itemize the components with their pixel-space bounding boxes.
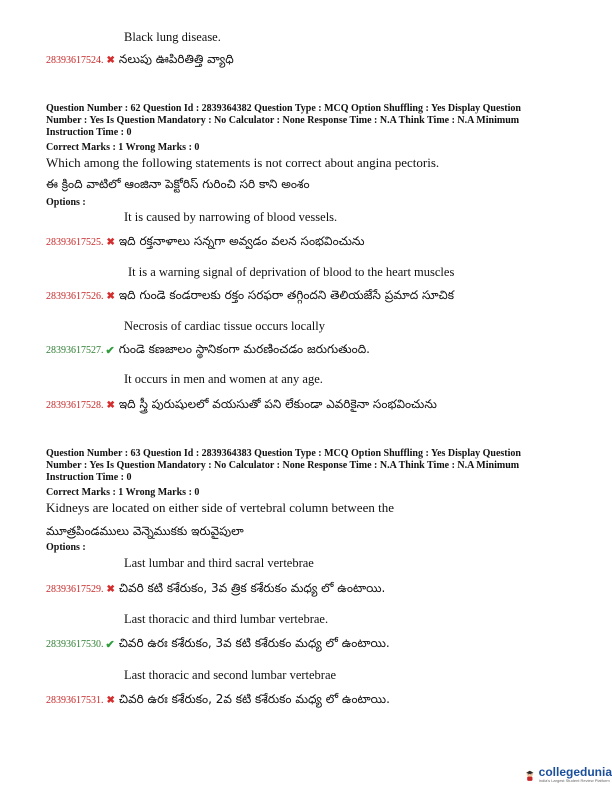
- q62-options-label: Options :: [46, 197, 86, 208]
- q62-option-2-en: It is a warning signal of deprivation of blood to the heart muscles: [128, 265, 455, 279]
- q62-option-4-te: ఇది స్త్రీ పురుషులలో వయసుతో పని లేకుండా ఎవరికైనా సంభవించును: [118, 397, 437, 411]
- wrong-icon: ✖: [106, 237, 115, 248]
- correct-check-icon: ✔: [105, 638, 115, 651]
- q62-option-3-en: Necrosis of cardiac tissue occurs locally: [124, 319, 325, 333]
- q63-option-1-te: చివరి కటి కశేరుకం, 3వ త్రిక కశేరుకం మధ్య లో ఉంటాయి.: [118, 581, 386, 595]
- q62-option-2-te: ఇది గుండె కండరాలకు రక్తం సరఫరా తగ్గిందని తెలియజేసే ప్రమాద సూచిక: [118, 288, 454, 302]
- q62-option-4-en: It occurs in men and women at any age.: [124, 372, 323, 386]
- option-id: 28393617524.: [46, 55, 104, 66]
- q62-option-1-row[interactable]: [46, 234, 365, 251]
- q63-option-3-te: చివరి ఉరః కశేరుకం, 2వ కటి కశేరుకం మధ్య లో ఉంటాయి.: [118, 692, 390, 706]
- option-id: 28393617531.: [46, 695, 104, 706]
- q62-option-3-row[interactable]: [46, 342, 370, 359]
- brand-name: collegedunia: [538, 765, 612, 779]
- wrong-icon: ✖: [106, 695, 115, 706]
- q63-option-2-row[interactable]: [46, 636, 390, 653]
- q63-option-3-en: Last thoracic and second lumbar vertebrae: [124, 668, 337, 682]
- q63-header: Question Number : 63 Question Id : 2839364383 Question Type : MCQ Option Shuffling : Yes Display Question Number : Yes Is Question Mandatory : No Calculator : None Response Time : N.A Think Time : N.A Minimum Instruction Time : 0: [46, 448, 521, 483]
- q62-option-1-en: It is caused by narrowing of blood vessels.: [124, 210, 338, 224]
- prev-option-te: నలుపు ఊపిరితిత్తి వ్యాధి: [118, 52, 234, 66]
- wrong-icon: ✖: [106, 584, 115, 595]
- option-id: 28393617525.: [46, 237, 104, 248]
- q62-text-en: Which among the following statements is not correct about angina pectoris.: [46, 155, 440, 170]
- q63-option-1-row[interactable]: [46, 581, 385, 598]
- wrong-icon: ✖: [106, 400, 115, 411]
- q62-option-3-te: గుండె కణజాలం స్థానికంగా మరణించడం జరుగుతుంది.: [118, 342, 370, 356]
- q63-text-en: Kidneys are located on either side of vertebral column between the: [46, 500, 394, 515]
- brand-tagline: India's Largest Student Review Platform: [538, 778, 610, 783]
- option-id: 28393617527.: [46, 345, 104, 356]
- q63-options-label: Options :: [46, 542, 86, 553]
- student-avatar-icon: [524, 764, 536, 786]
- prev-option-row: [46, 52, 234, 69]
- option-id: 28393617530.: [46, 639, 104, 650]
- option-id: 28393617526.: [46, 291, 104, 302]
- q62-option-1-te: ఇది రక్తనాళాలు సన్నగా అవ్వడం వలన సంభవించును: [118, 234, 365, 248]
- wrong-icon: ✖: [106, 55, 115, 66]
- q63-option-2-te: చివరి ఉరః కశేరుకం, 3వ కటి కశేరుకం మధ్య లో ఉంటాయి.: [118, 636, 390, 650]
- q63-text-te: మూత్రపిండములు వెన్నెముకకు ఇరువైపులా: [46, 524, 244, 538]
- collegedunia-logo: [524, 758, 612, 792]
- q63-option-2-en: Last thoracic and third lumbar vertebrae.: [124, 612, 329, 626]
- q62-marks: Correct Marks : 1 Wrong Marks : 0: [46, 142, 200, 153]
- wrong-icon: ✖: [106, 291, 115, 302]
- q62-header: Question Number : 62 Question Id : 2839364382 Question Type : MCQ Option Shuffling : Yes Display Question Number : Yes Is Question Mandatory : No Calculator : None Response Time : N.A Think Time : N.A Minimum Instruction Time : 0: [46, 103, 521, 138]
- option-id: 28393617529.: [46, 584, 104, 595]
- q63-option-3-row[interactable]: [46, 692, 390, 709]
- q63-option-1-en: Last lumbar and third sacral vertebrae: [124, 556, 314, 570]
- prev-option-en: Black lung disease.: [124, 30, 221, 44]
- q62-text-te: ఈ క్రింది వాటిలో ఆంజినా పెక్టోరిస్ గురించి సరి కాని అంశం: [46, 177, 310, 191]
- correct-check-icon: ✔: [105, 344, 115, 357]
- q62-option-4-row[interactable]: [46, 397, 437, 414]
- q62-option-2-row[interactable]: [46, 288, 454, 305]
- q63-marks: Correct Marks : 1 Wrong Marks : 0: [46, 487, 200, 498]
- option-id: 28393617528.: [46, 400, 104, 411]
